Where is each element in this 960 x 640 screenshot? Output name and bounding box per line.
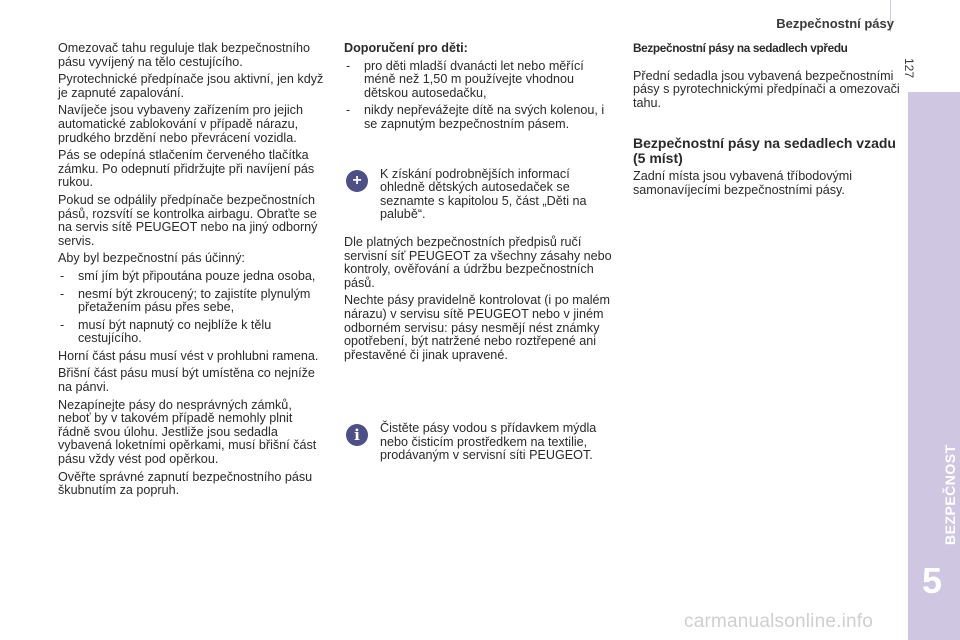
note-text: K získání podrobnějších informací ohledně dětských autosedaček se seznamte s kapitolou 5, část „Děti na palubě“. (380, 166, 587, 222)
page-number: 127 (902, 58, 916, 79)
text-column-middle (344, 42, 618, 463)
list-item (344, 60, 618, 101)
dash-marker: - (60, 286, 65, 301)
list-item-text: nesmí být zkroucený; to zajistíte plynulým přetažením pásu přes sebe, (78, 286, 311, 315)
chapter-number: 5 (922, 560, 943, 601)
paragraph: Nechte pásy pravidelně kontrolovat (i po malém nárazu) v servisu sítě PEUGEOT nebo v jiném odborném servisu: pásy nesmějí nést známky opotřebení, být natržené nebo roztřepené ani přestavěné či jinak upravené. (344, 293, 610, 362)
paragraph: Dle platných bezpečnostních předpisů ručí servisní síť PEUGEOT za všechny zásahy nebo kontroly, ověřování a údržbu bezpečnostních pásů. (344, 234, 612, 290)
list-item (58, 288, 326, 315)
section-heading: Doporučení pro děti: (344, 41, 468, 55)
paragraph: Pokud se odpálily předpínače bezpečnostních pásů, rozsvítí se kontrolka airbagu. Obraťte se na servis sítě PEUGEOT nebo na jiný odborný servis. (58, 192, 318, 248)
section-subheading: Bezpečnostní pásy na sedadlech vpředu (633, 41, 848, 55)
page-header-title: Bezpečnostní pásy (776, 16, 894, 31)
watermark: carmanualsonline.info (684, 611, 874, 632)
paragraph: Zadní místa jsou vybavená tříbodovými samonavíjecími bezpečnostními pásy. (633, 169, 853, 197)
list-item-text: smí jím být připoutána pouze jedna osoba, (78, 268, 316, 283)
text-column-left (58, 42, 326, 502)
section-heading: Bezpečnostní pásy na sedadlech vzadu (5 míst) (633, 135, 896, 167)
dash-marker: - (60, 317, 65, 332)
list-item-text: musí být napnutý co nejblíže k tělu cestujícího. (78, 317, 272, 346)
plus-icon: + (346, 170, 368, 192)
note-cleaning (344, 422, 618, 463)
paragraph: Pás se odepíná stlačením červeného tlačítka zámku. Po odepnutí přidržujte při navíjení pás rukou. (58, 148, 315, 190)
list-item (344, 104, 618, 131)
chapter-side-tab (908, 92, 960, 640)
paragraph: Horní část pásu musí vést v prohlubni ramena. (58, 348, 319, 363)
note-text: Čistěte pásy vodou s přídavkem mýdla nebo čisticím prostředkem na textilie, prodávaným v servisní síti PEUGEOT. (380, 421, 597, 463)
list-item (58, 319, 326, 346)
note-child-seats (344, 168, 618, 222)
paragraph: Ověřte správné zapnutí bezpečnostního pásu škubnutím za popruh. (58, 469, 313, 498)
paragraph: Přední sedadla jsou vybavená bezpečnostními pásy s pyrotechnickými předpínači a omezovači tahu. (633, 68, 900, 110)
paragraph: Aby byl bezpečnostní pás účinný: (58, 251, 245, 266)
text-column-right (633, 42, 905, 202)
info-icon: i (346, 424, 368, 446)
paragraph: Navíječe jsou vybaveny zařízením pro jejich automatické zablokování v případě nárazu, prudkého brzdění nebo převrácení vozidla. (58, 103, 303, 145)
dash-marker: - (60, 268, 65, 283)
dash-marker: - (346, 103, 351, 118)
list-item-text: nikdy nepřevážejte dítě na svých kolenou, i se zapnutým bezpečnostním pásem. (364, 103, 605, 131)
chapter-side-label: BEZPEČNOST (942, 444, 958, 545)
dash-marker: - (346, 58, 351, 73)
paragraph: Břišní část pásu musí být umístěna co nejníže na pánvi. (58, 366, 315, 395)
list-item-text: pro děti mladší dvanácti let nebo měřící méně než 1,50 m používejte vhodnou dětskou autosedačku, (364, 58, 584, 100)
paragraph: Nezapínejte pásy do nesprávných zámků, neboť by v takovém případě nemohly plnit řádně svou úlohu. Jestliže jsou sedadla vybavená loketními opěrkami, musí břišní část pásu vždy vést pod opěrkou. (58, 397, 317, 467)
paragraph: Omezovač tahu reguluje tlak bezpečnostního pásu vyvíjený na tělo cestujícího. (58, 41, 311, 69)
paragraph: Pyrotechnické předpínače jsou aktivní, jen když je zapnuté zapalování. (58, 72, 324, 100)
list-item (58, 270, 326, 284)
